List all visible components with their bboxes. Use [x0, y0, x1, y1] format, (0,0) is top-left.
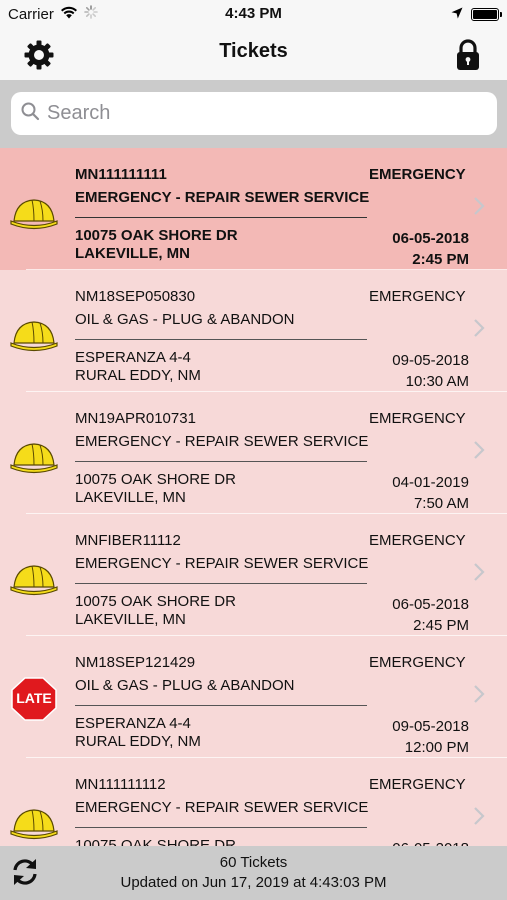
ticket-city: LAKEVILLE, MN	[75, 489, 186, 506]
carrier-label: Carrier	[8, 5, 54, 23]
ticket-date: 09-05-2018	[392, 718, 469, 735]
chevron-right-icon	[473, 806, 485, 826]
ticket-city: LAKEVILLE, MN	[75, 245, 190, 262]
ticket-city: RURAL EDDY, NM	[75, 733, 201, 750]
ticket-date: 06-05-2018	[392, 230, 469, 247]
divider	[75, 583, 367, 584]
ticket-row[interactable]	[0, 148, 507, 270]
ticket-type: EMERGENCY	[369, 166, 466, 183]
page-title: Tickets	[219, 40, 288, 62]
ticket-type: EMERGENCY	[369, 654, 466, 671]
ticket-description: EMERGENCY - REPAIR SEWER SERVICE	[75, 189, 370, 206]
ticket-time: 2:45 PM	[413, 617, 469, 634]
last-updated: Updated on Jun 17, 2019 at 4:43:03 PM	[120, 874, 387, 891]
chevron-right-icon	[473, 562, 485, 582]
ticket-time: 2:45 PM	[412, 251, 469, 268]
ticket-date: 09-05-2018	[392, 352, 469, 369]
bottom-toolbar	[0, 846, 507, 900]
hard-hat-icon	[10, 437, 58, 475]
ticket-description: EMERGENCY - REPAIR SEWER SERVICE	[75, 799, 369, 816]
status-bar	[0, 0, 507, 28]
search-field[interactable]	[11, 92, 497, 135]
ticket-count: 60 Tickets	[219, 854, 288, 871]
search-input[interactable]	[47, 102, 467, 125]
divider	[75, 339, 367, 340]
ticket-type: EMERGENCY	[369, 288, 466, 305]
divider	[75, 217, 367, 218]
ticket-date: 04-01-2019	[392, 474, 469, 491]
ticket-type: EMERGENCY	[369, 776, 466, 793]
location-arrow-icon	[451, 6, 463, 23]
ticket-time: 10:30 AM	[405, 373, 469, 390]
chevron-right-icon	[473, 318, 485, 338]
divider	[75, 461, 367, 462]
ticket-description: OIL & GAS - PLUG & ABANDON	[75, 677, 295, 694]
ticket-address: 10075 OAK SHORE DR	[75, 471, 236, 488]
divider	[75, 827, 367, 828]
ticket-city: RURAL EDDY, NM	[75, 367, 201, 384]
late-label: LATE	[16, 690, 52, 706]
ticket-row[interactable]	[0, 392, 507, 514]
ticket-address: 10075 OAK SHORE DR	[75, 593, 236, 610]
ticket-description: OIL & GAS - PLUG & ABANDON	[75, 311, 295, 328]
ticket-description: EMERGENCY - REPAIR SEWER SERVICE	[75, 555, 369, 572]
hard-hat-icon	[10, 193, 58, 231]
ticket-number: NM18SEP050830	[75, 288, 196, 305]
divider	[75, 705, 367, 706]
navigation-bar	[0, 28, 507, 80]
ticket-list[interactable]	[0, 148, 507, 846]
hard-hat-icon	[10, 559, 58, 597]
search-icon	[21, 102, 39, 125]
chevron-right-icon	[473, 440, 485, 460]
ticket-row[interactable]	[0, 636, 507, 758]
ticket-number: MNFIBER11112	[75, 532, 181, 549]
ticket-number: MN111111112	[75, 776, 166, 793]
status-right	[451, 6, 499, 23]
ticket-type: EMERGENCY	[369, 410, 466, 427]
lock-icon	[455, 39, 481, 76]
battery-icon	[471, 8, 499, 21]
search-bar	[0, 80, 507, 148]
ticket-row[interactable]	[0, 270, 507, 392]
late-icon	[10, 681, 58, 719]
ticket-number: MN111111111	[75, 166, 167, 183]
ticket-address: ESPERANZA 4-4	[75, 715, 191, 732]
hard-hat-icon	[10, 315, 58, 353]
hard-hat-icon	[10, 803, 58, 841]
ticket-number: NM18SEP121429	[75, 654, 196, 671]
chevron-right-icon	[473, 684, 485, 704]
ticket-description: EMERGENCY - REPAIR SEWER SERVICE	[75, 433, 369, 450]
ticket-number: MN19APR010731	[75, 410, 196, 427]
status-time: 4:43 PM	[225, 5, 282, 22]
ticket-address: ESPERANZA 4-4	[75, 349, 191, 366]
chevron-right-icon	[473, 196, 485, 216]
ticket-city: LAKEVILLE, MN	[75, 611, 186, 628]
ticket-time: 12:00 PM	[404, 739, 469, 756]
lock-button[interactable]	[451, 40, 485, 74]
ticket-time: 7:50 AM	[413, 495, 469, 512]
ticket-type: EMERGENCY	[369, 532, 466, 549]
ticket-address: 10075 OAK SHORE DR	[75, 227, 238, 244]
ticket-row[interactable]	[0, 514, 507, 636]
ticket-date: 06-05-2018	[392, 596, 469, 613]
